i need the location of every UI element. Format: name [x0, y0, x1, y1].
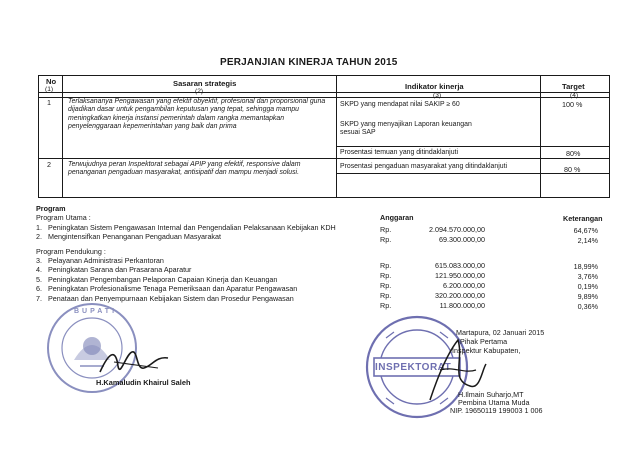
row1-indikator-1: SKPD yang mendapat nilai SAKIP ≥ 60	[340, 101, 460, 108]
header-sasaran: Sasaran strategis	[173, 79, 237, 88]
program-item-7-pct: 0,36%	[577, 302, 598, 311]
program-item-7-rp: Rp.	[380, 301, 392, 310]
program-item-6-amount: 320.200.000,00	[435, 291, 485, 300]
signer-left-name: H.Kamaludin Khairul Saleh	[96, 378, 191, 387]
program-item-2-name: Mengintensifkan Penanganan Pengaduan Masyarakat	[48, 232, 222, 241]
program-item-3-rp: Rp.	[380, 261, 392, 270]
program-item-6-pct: 9,89%	[577, 292, 598, 301]
program-item-3-no: 3.	[36, 256, 42, 265]
program-item-7-no: 7.	[36, 294, 42, 303]
row1-indikator-2: SKPD yang menyajikan Laporan keuangan sesuai SAP	[340, 121, 472, 137]
program-item-5-no: 5.	[36, 275, 42, 284]
program-item-1-pct: 64,67%	[573, 226, 598, 235]
program-item-6-no: 6.	[36, 284, 42, 293]
program-heading: Program	[36, 204, 66, 213]
header-no: No	[46, 77, 57, 86]
program-item-5-pct: 0,19%	[577, 282, 598, 291]
program-item-4-no: 4.	[36, 265, 42, 274]
colnum-2: (2)	[195, 88, 204, 95]
header-target: Target	[562, 82, 585, 91]
role-first-party: Pihak Pertama	[460, 337, 508, 346]
program-item-4-pct: 3,76%	[577, 272, 598, 281]
row1-sasaran: Terlaksananya Pengawasan yang efektif obyektif, profesional dan proporsional guna dijadikan dasar untuk pengambilan keputusan yang tepat, sehingga mampu meningkatkan kinerja instansi pemerintah dalam rangka memantapkan penyelenggaraan kepemerintahan yang baik dan prima	[68, 98, 326, 130]
program-item-1-amount: 2.094.570.000,00	[429, 225, 485, 234]
program-item-3-name: Pelayanan Administrasi Perkantoran	[48, 256, 164, 265]
program-item-3-pct: 18,99%	[573, 262, 598, 271]
program-item-5-amount: 6.200.000,00	[443, 281, 485, 290]
program-item-6-name: Peningkatan Profesionalisme Tenaga Pemeriksaan dan Aparatur Pengawasan	[48, 284, 298, 293]
program-item-4-name: Peningkatan Sarana dan Prasarana Aparatur	[48, 265, 192, 274]
program-item-3-amount: 615.083.000,00	[435, 261, 485, 270]
row2-target-1: 80 %	[564, 165, 581, 174]
program-item-2-no: 2.	[36, 232, 42, 241]
program-item-4-amount: 121.950.000,00	[435, 271, 485, 280]
row2-no: 2	[47, 160, 51, 169]
colnum-1: (1)	[45, 86, 54, 93]
header-indikator: Indikator kinerja	[405, 82, 464, 91]
program-pendukung-label: Program Pendukung :	[36, 247, 106, 256]
signature-left-mark	[96, 342, 176, 382]
stamp-center-text: INSPEKTORAT	[375, 362, 452, 373]
program-item-7-name: Penataan dan Penyempurnaan Kebijakan Sistem dan Prosedur Pengawasan	[48, 294, 294, 303]
program-item-2-amount: 69.300.000,00	[439, 235, 485, 244]
program-item-4-rp: Rp.	[380, 271, 392, 280]
role-inspector: Inspektur Kabupaten,	[452, 346, 521, 355]
keterangan-label: Keterangan	[563, 214, 603, 223]
program-item-6-rp: Rp.	[380, 291, 392, 300]
program-utama-label: Program Utama :	[36, 213, 91, 222]
row1-indikator-3: Prosentasi temuan yang ditindaklanjuti	[340, 149, 458, 156]
colnum-4: (4)	[570, 92, 579, 99]
row2-indikator-1: Prosentasi pengaduan masyarakat yang ditindaklanjuti	[340, 163, 508, 170]
program-item-2-rp: Rp.	[380, 235, 392, 244]
program-item-5-rp: Rp.	[380, 281, 392, 290]
program-item-1-rp: Rp.	[380, 225, 392, 234]
row1-no: 1	[47, 98, 51, 107]
regent-seal-text: BUPATI	[74, 308, 118, 315]
signer-right-name: H.Ilmain Suharjo,MT	[458, 390, 524, 399]
colnum-3: (3)	[433, 92, 442, 99]
row1-target-3: 80%	[566, 149, 581, 158]
document-title: PERJANJIAN KINERJA TAHUN 2015	[220, 57, 398, 68]
anggaran-label: Anggaran	[380, 213, 414, 222]
row2-sasaran: Terwujudnya peran Inspektorat sebagai APIP yang efektif, responsive dalam penanganan pengaduan masyarakat, antisipatif dan mampu menjadi solusi.	[68, 161, 301, 177]
program-item-1-no: 1.	[36, 223, 42, 232]
signer-right-rank: Pembina Utama Muda	[458, 398, 530, 407]
program-item-1-name: Peningkatan Sistem Pengawasan Internal dan Pengendalian Pelaksanaan Kebijakan KDH	[48, 223, 336, 232]
program-item-7-amount: 11.800.000,00	[439, 301, 485, 310]
place-date: Martapura, 02 Januari 2015	[456, 328, 545, 337]
program-item-2-pct: 2,14%	[577, 236, 598, 245]
row1-target-1: 100 %	[562, 100, 583, 109]
signer-right-nip: NIP. 19650119 199003 1 006	[450, 406, 543, 415]
program-item-5-name: Peningkatan Pengembangan Pelaporan Capaian Kinerja dan Keuangan	[48, 275, 278, 284]
